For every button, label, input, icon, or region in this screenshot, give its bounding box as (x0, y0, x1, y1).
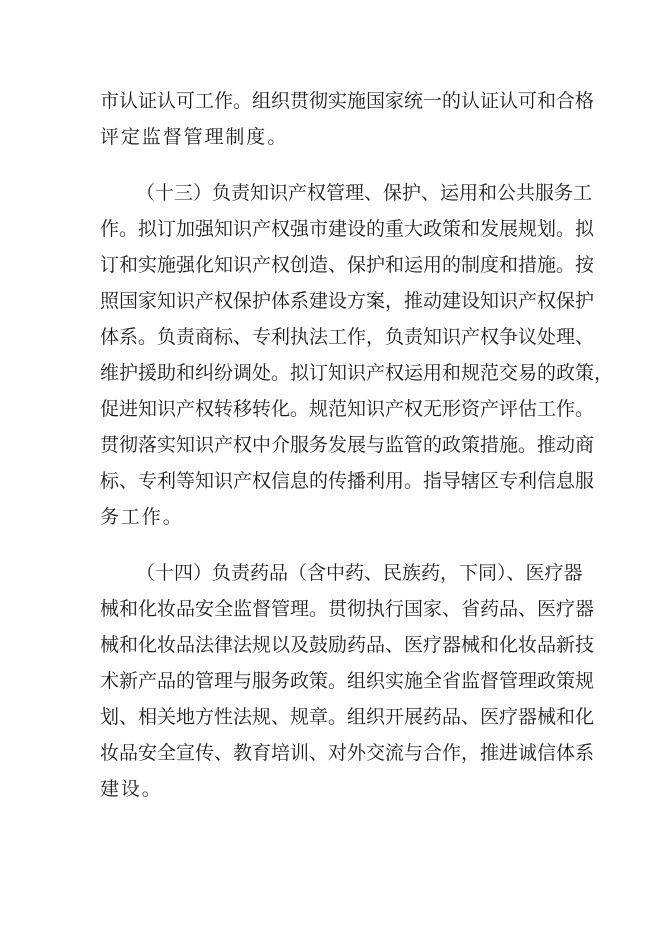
text-line: （十三）负责知识产权管理、保护、运用和公共服务工 (136, 182, 593, 204)
document-body (100, 83, 614, 807)
text-line: 体系。负责商标、专利执法工作，负责知识产权争议处理、 (100, 326, 595, 348)
text-line: 建设。 (100, 778, 163, 800)
text-line: 械和化妆品安全监督管理。贯彻执行国家、省药品、医疗器 (100, 598, 595, 620)
paragraph-item-14 (100, 555, 595, 807)
text-line: 评定监督管理制度。 (100, 126, 289, 148)
text-line: 械和化妆品法律法规以及鼓励药品、医疗器械和化妆品新技 (100, 634, 595, 656)
text-line: 市认证认可工作。组织贯彻实施国家统一的认证认可和合格 (100, 90, 595, 112)
paragraph-continued (100, 83, 595, 155)
paragraph-item-13 (100, 175, 614, 535)
text-line: 促进知识产权转移转化。规范知识产权无形资产评估工作。 (100, 398, 595, 420)
text-line: 标、专利等知识产权信息的传播利用。指导辖区专利信息服 (100, 470, 595, 492)
text-line: （十四）负责药品（含中药、民族药，下同）、医疗器 (136, 562, 583, 584)
text-line: 照国家知识产权保护体系建设方案，推动建设知识产权保护 (100, 290, 595, 312)
text-line: 作。拟订加强知识产权强市建设的重大政策和发展规划。拟 (100, 218, 595, 240)
text-line: 划、相关地方性法规、规章。组织开展药品、医疗器械和化 (100, 706, 595, 728)
text-line: 妆品安全宣传、教育培训、对外交流与合作，推进诚信体系 (100, 742, 595, 764)
text-line: 维护援助和纠纷调处。拟订知识产权运用和规范交易的政策， (100, 362, 614, 384)
text-line: 订和实施强化知识产权创造、保护和运用的制度和措施。按 (100, 254, 595, 276)
text-line: 务工作。 (100, 506, 184, 528)
text-line: 贯彻落实知识产权中介服务发展与监管的政策措施。推动商 (100, 434, 595, 456)
text-line: 术新产品的管理与服务政策。组织实施全省监督管理政策规 (100, 670, 595, 692)
